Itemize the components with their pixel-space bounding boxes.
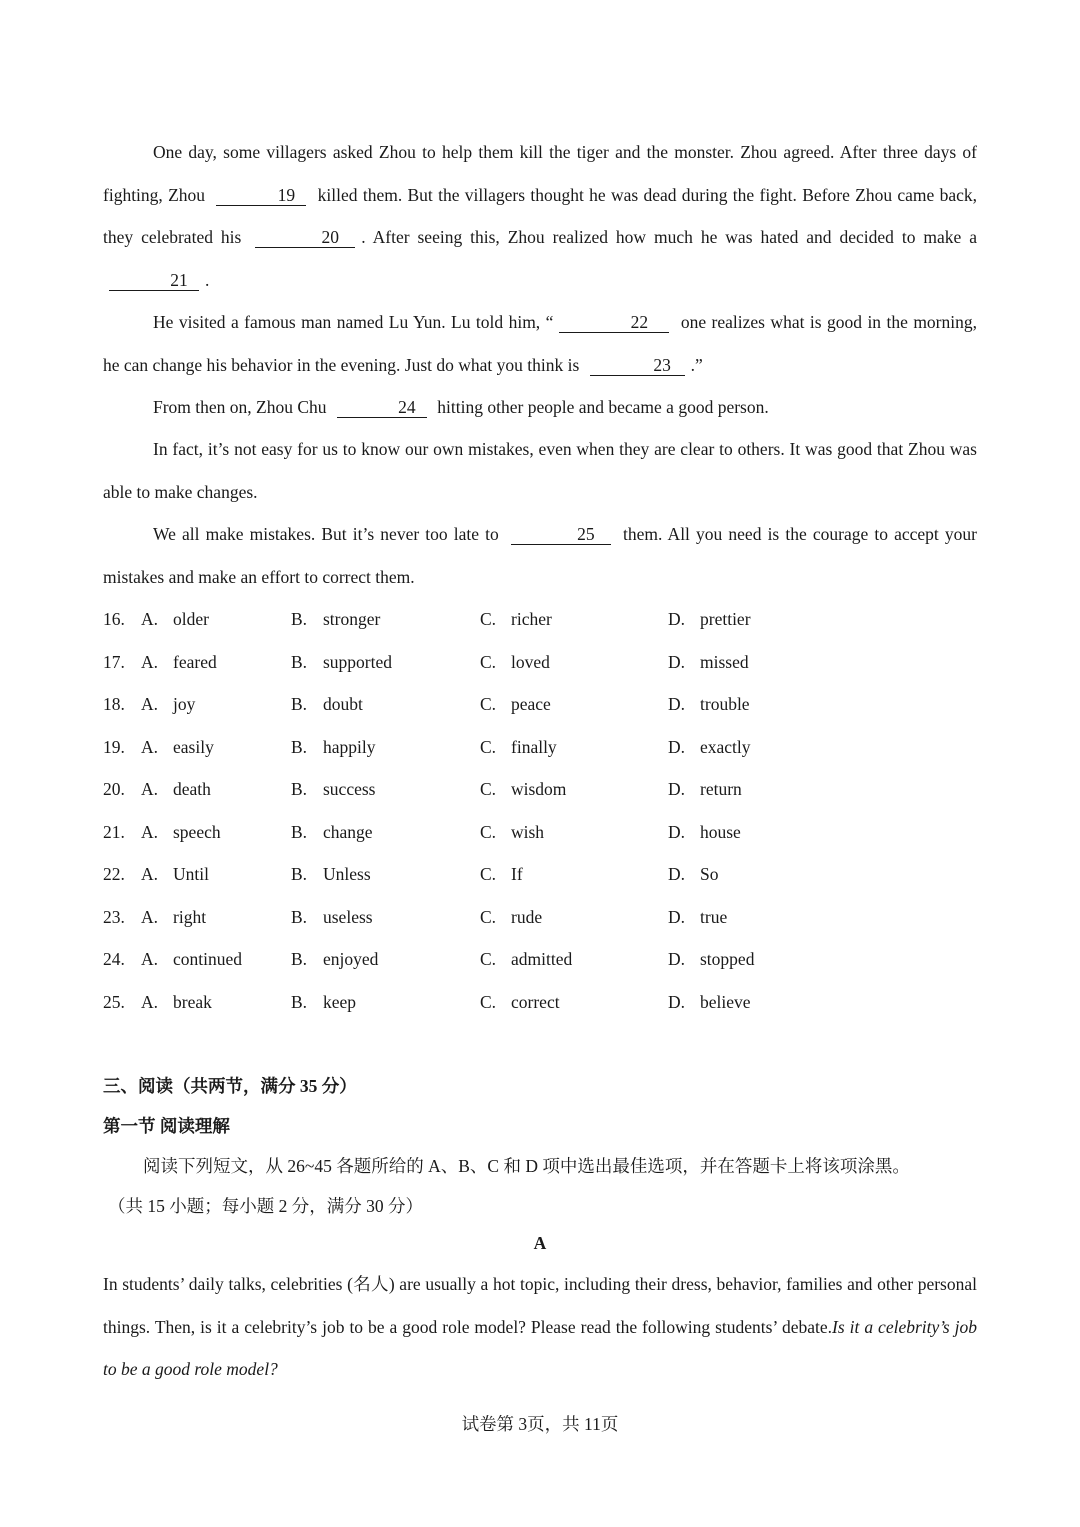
option-letter: B. [291, 821, 308, 842]
option-row [103, 981, 977, 1024]
option-letter: D. [668, 736, 686, 757]
option-b-text: supported [323, 651, 393, 672]
option-a-text: continued [173, 949, 243, 969]
passage-paragraph-5 [103, 513, 977, 598]
question-number: 23. [103, 906, 125, 927]
option-letter: D. [668, 609, 686, 629]
option-d-text: believe [700, 991, 751, 1012]
option-a-text: easily [173, 736, 214, 757]
option-letter: B. [291, 736, 308, 757]
option-letter: B. [291, 779, 308, 799]
blank-23: 23 [590, 355, 685, 376]
option-d-text: stopped [700, 949, 755, 969]
passage-paragraph-3 [103, 386, 977, 429]
p3-text-1: From then on, Zhou Chu [153, 397, 327, 417]
option-letter: C. [480, 906, 497, 927]
option-b-text: stronger [323, 609, 381, 629]
option-letter: D. [668, 821, 686, 842]
option-letter: C. [480, 864, 497, 884]
option-letter: C. [480, 651, 497, 672]
option-letter: A. [141, 949, 159, 969]
blank-20: 20 [255, 227, 355, 248]
option-row [103, 641, 977, 684]
option-d-text: trouble [700, 694, 750, 714]
option-b-text: happily [323, 736, 376, 757]
p2-text-3: .” [690, 354, 703, 375]
option-letter: B. [291, 609, 308, 629]
option-b-text: enjoyed [323, 949, 379, 969]
option-letter: A. [141, 906, 159, 927]
option-b-text: doubt [323, 694, 363, 714]
p1-text-4: . [205, 269, 210, 290]
option-row [103, 598, 977, 641]
blank-21: 21 [109, 270, 199, 291]
passage-paragraph-1 [103, 131, 977, 301]
reading-intro-text: In students’ daily talks, celebrities (名人) are usually a hot topic, including their dress, behavior, families and other personal things. Then, is it a celebrity’s job to be a good role model? Please read the following students’ debate. [103, 1274, 977, 1337]
option-c-text: wisdom [511, 779, 567, 799]
option-letter: D. [668, 694, 686, 714]
option-row [103, 683, 977, 726]
option-a-text: break [173, 991, 212, 1012]
option-c-text: richer [511, 609, 552, 629]
p5-text-1: We all make mistakes. But it’s never too late to [153, 524, 499, 544]
option-b-text: Unless [323, 864, 371, 884]
question-number: 17. [103, 651, 125, 672]
option-row [103, 896, 977, 939]
page-footer: 试卷第 3页，共 11页 [461, 1414, 619, 1434]
option-letter: D. [668, 779, 686, 799]
option-a-text: older [173, 609, 209, 629]
option-row [103, 726, 977, 769]
option-letter: D. [668, 949, 686, 969]
option-letter: B. [291, 864, 308, 884]
option-letter: C. [480, 694, 497, 714]
option-letter: D. [668, 651, 686, 672]
option-letter: A. [141, 821, 159, 842]
passage-paragraph-2 [103, 301, 977, 386]
option-a-text: feared [173, 651, 217, 672]
option-d-text: return [700, 779, 742, 799]
option-letter: A. [141, 991, 159, 1012]
option-row [103, 768, 977, 811]
question-number: 24. [103, 949, 125, 969]
option-letter: C. [480, 991, 497, 1012]
option-a-text: Until [173, 864, 209, 884]
question-number: 21. [103, 821, 125, 842]
option-c-text: peace [511, 694, 551, 714]
passage-label: A [533, 1233, 547, 1253]
option-a-text: death [173, 779, 211, 799]
option-c-text: correct [511, 991, 560, 1012]
option-letter: C. [480, 821, 497, 842]
p1-text-3: . After seeing this, Zhou realized how much he was hated and decided to make a [361, 227, 977, 247]
option-letter: D. [668, 991, 686, 1012]
option-d-text: true [700, 906, 728, 927]
option-d-text: prettier [700, 609, 751, 629]
section-subheading: 第一节 阅读理解 [103, 1116, 230, 1136]
reading-intro-question: Is it a celebrity’s job to be a good role model? [103, 1316, 977, 1379]
option-letter: A. [141, 651, 159, 672]
option-c-text: loved [511, 651, 550, 672]
option-row [103, 938, 977, 981]
option-row [103, 853, 977, 896]
p1-text-1: One day, some villagers asked Zhou to help them kill the tiger and the monster. Zhou agreed. After three days of fighting, Zhou [103, 142, 977, 205]
blank-25: 25 [511, 524, 611, 545]
option-b-text: success [323, 779, 376, 799]
p3-text-2: hitting other people and became a good person. [437, 397, 769, 417]
option-letter: B. [291, 651, 308, 672]
p2-text-1: He visited a famous man named Lu Yun. Lu told him, “ [153, 312, 554, 332]
option-a-text: right [173, 906, 207, 927]
option-d-text: So [700, 864, 719, 884]
option-c-text: wish [511, 821, 545, 842]
option-letter: C. [480, 609, 497, 629]
option-c-text: admitted [511, 949, 573, 969]
option-letter: D. [668, 864, 686, 884]
option-d-text: house [700, 821, 741, 842]
option-a-text: speech [173, 821, 221, 842]
option-letter: A. [141, 609, 159, 629]
section-scoring-note: （共 15 小题；每小题 2 分，满分 30 分） [108, 1196, 423, 1216]
option-letter: C. [480, 736, 497, 757]
p1-text-2: killed them. But the villagers thought he was dead during the fight. Before Zhou came back, they celebrated his [103, 184, 978, 247]
option-letter: B. [291, 906, 308, 927]
option-letter: A. [141, 779, 159, 799]
question-number: 16. [103, 609, 125, 629]
blank-22: 22 [559, 312, 669, 333]
question-number: 18. [103, 694, 125, 714]
option-letter: B. [291, 991, 308, 1012]
blank-19: 19 [216, 185, 306, 206]
question-number: 20. [103, 779, 125, 799]
option-b-text: change [323, 821, 373, 842]
reading-intro [103, 1263, 977, 1391]
section-instruction: 阅读下列短文，从 26~45 各题所给的 A、B、C 和 D 项中选出最佳选项，并在答题卡上将该项涂黑。 [143, 1156, 910, 1176]
question-number: 22. [103, 864, 125, 884]
option-a-text: joy [173, 694, 196, 714]
option-d-text: missed [700, 651, 749, 672]
passage-paragraph-4: In fact, it’s not easy for us to know our own mistakes, even when they are clear to others. It was good that Zhou was able to make changes. [103, 439, 977, 502]
option-c-text: If [511, 864, 523, 884]
option-letter: C. [480, 779, 497, 799]
p2-text-2: one realizes what is good in the morning, he can change his behavior in the evening. Just do what you think is [103, 312, 977, 375]
option-c-text: finally [511, 736, 557, 757]
section-heading: 三、阅读（共两节，满分 35 分） [103, 1076, 357, 1096]
blank-24: 24 [337, 397, 427, 418]
option-b-text: keep [323, 991, 357, 1012]
option-letter: B. [291, 949, 308, 969]
option-letter: A. [141, 736, 159, 757]
option-c-text: rude [511, 906, 543, 927]
option-d-text: exactly [700, 736, 751, 757]
question-number: 25. [103, 991, 125, 1012]
answer-options [103, 598, 977, 1023]
option-letter: D. [668, 906, 686, 927]
option-letter: B. [291, 694, 308, 714]
option-row [103, 811, 977, 854]
p5-text-2: them. All you need is the courage to accept your mistakes and make an effort to correct them. [103, 524, 977, 587]
option-letter: A. [141, 864, 159, 884]
option-letter: A. [141, 694, 159, 714]
option-b-text: useless [323, 906, 373, 927]
question-number: 19. [103, 736, 125, 757]
option-letter: C. [480, 949, 497, 969]
